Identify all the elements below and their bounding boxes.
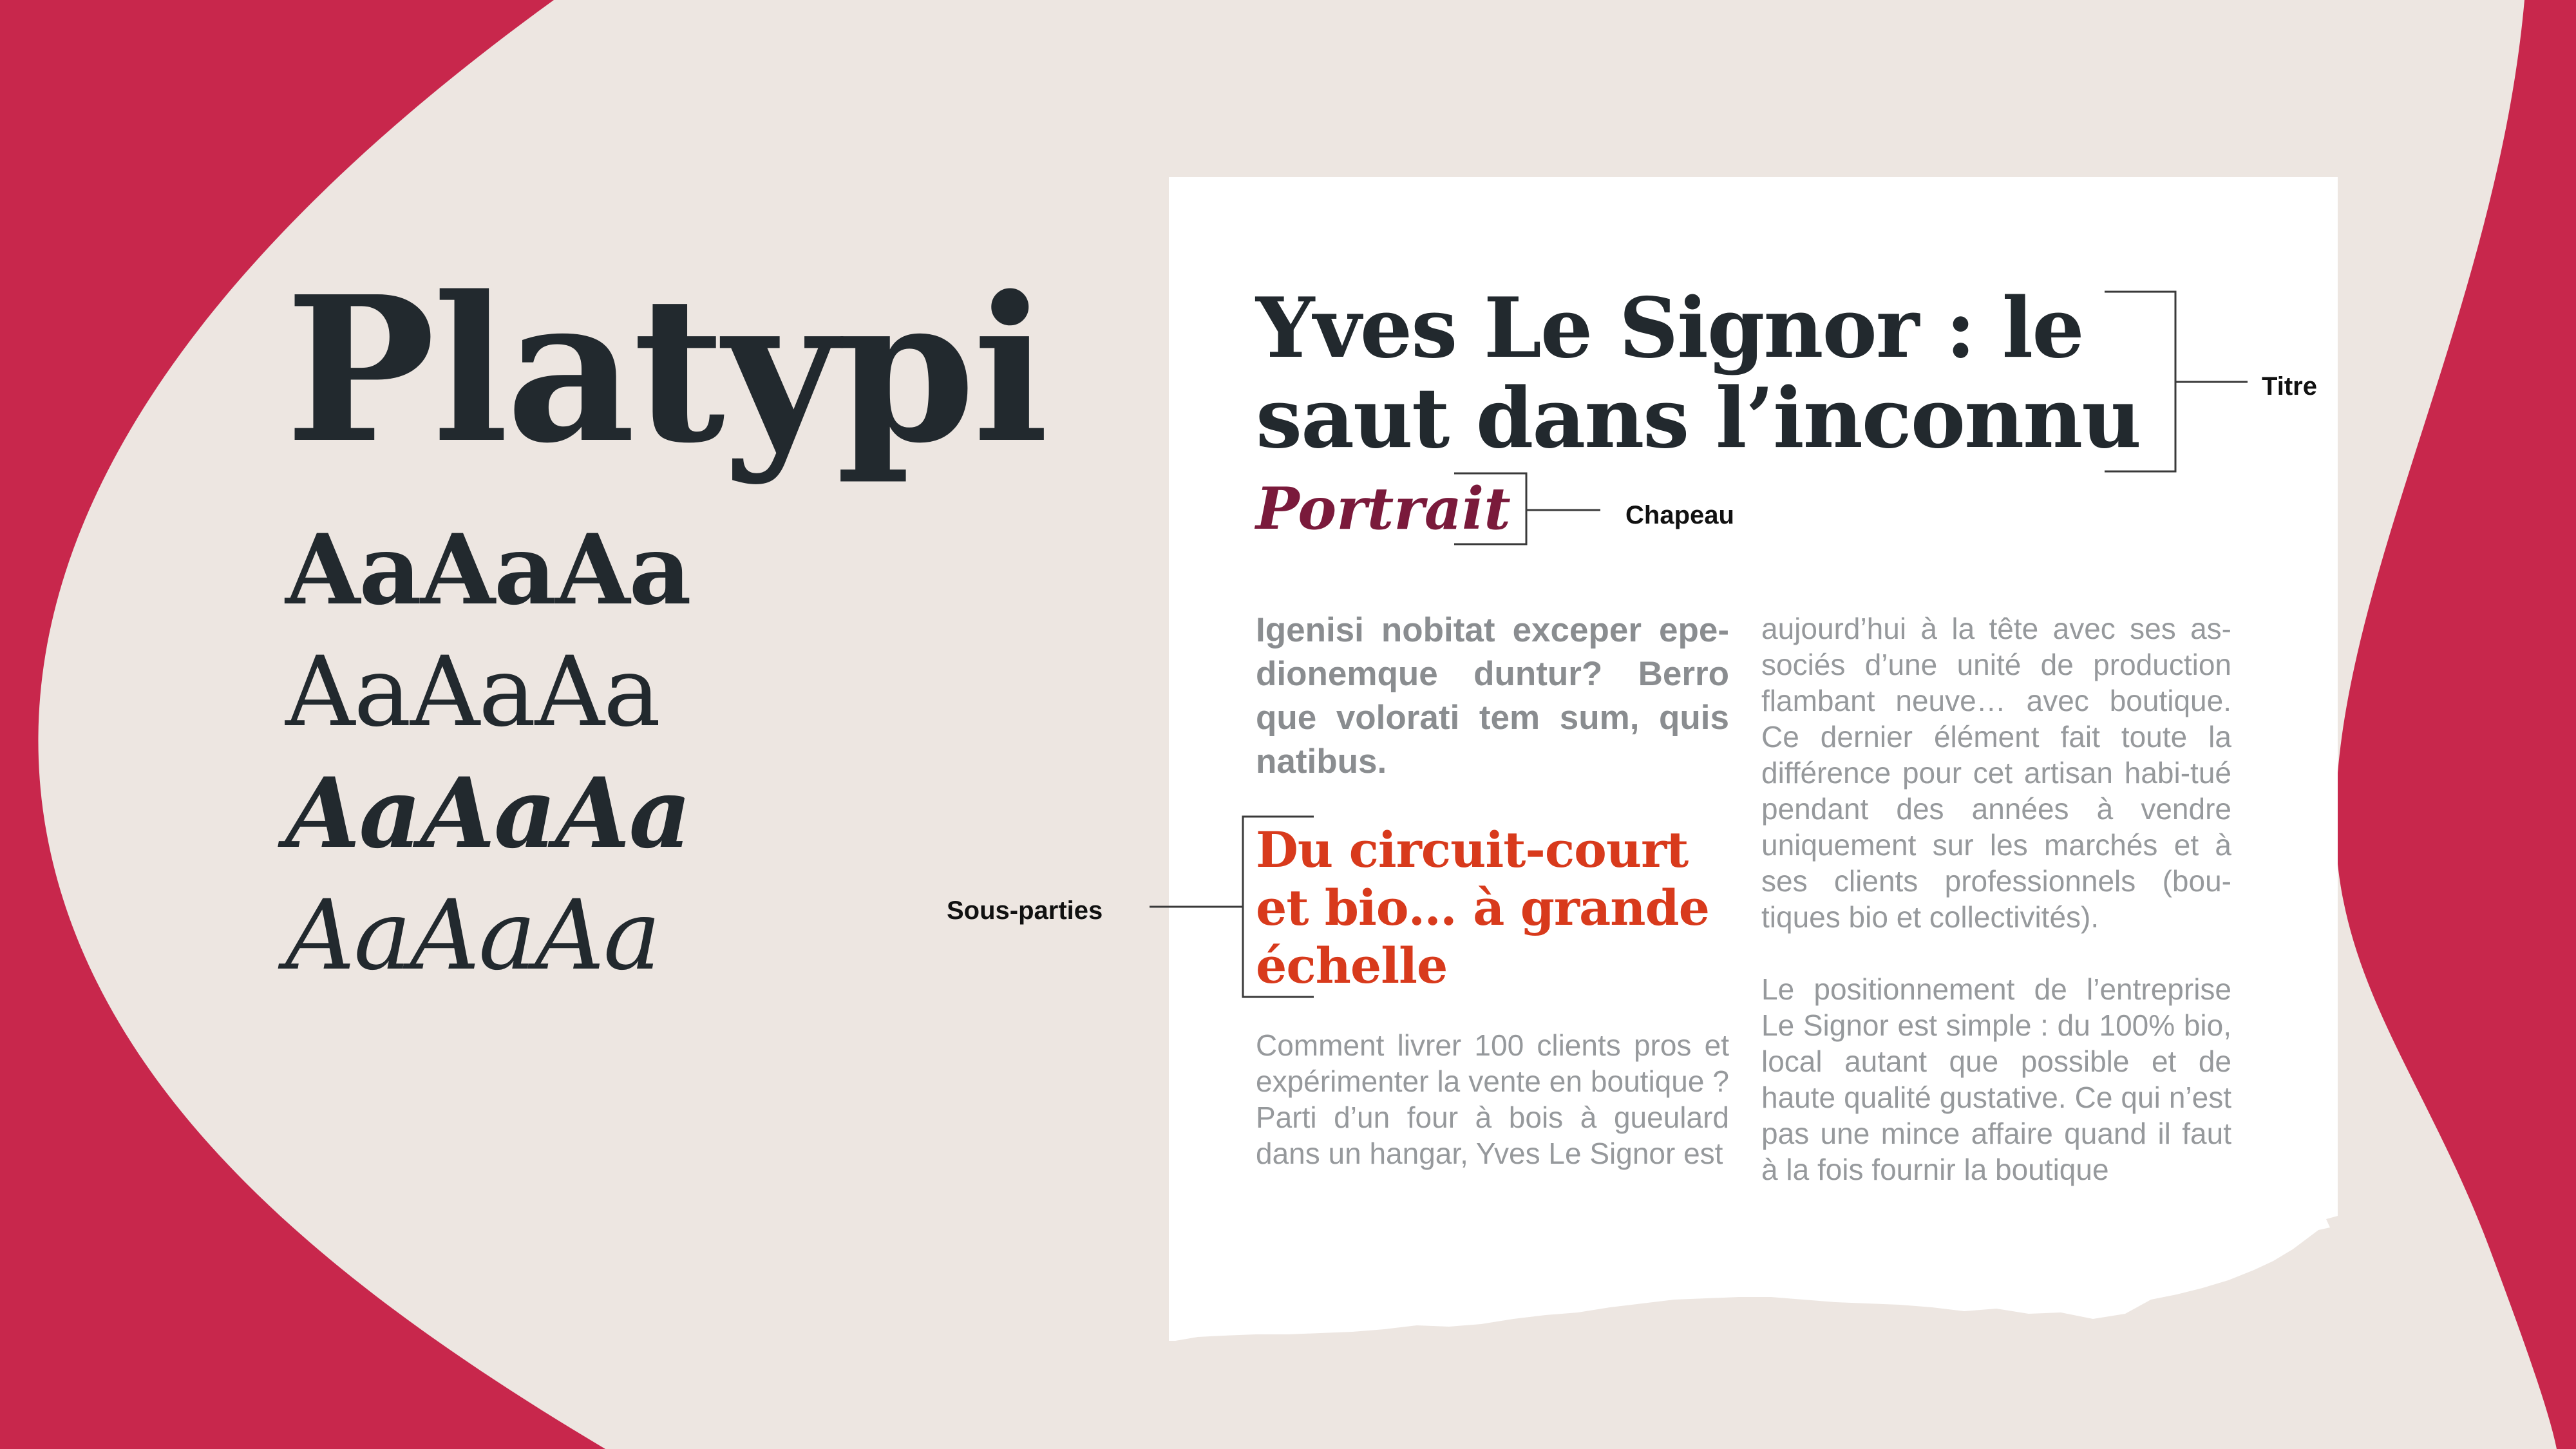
article-body-paragraph: Le positionnement de l’entreprise Le Signor est simple : du 100% bio, local autant que possible et de haute qualité gustative. Ce qui n’est pas une mince affaire quand il faut à la fois fournir la boutique xyxy=(1761,972,2231,1186)
article-title: Yves Le Signor : le saut dans l’inconnu xyxy=(1256,280,2141,467)
annotation-sous-parties: Sous-parties xyxy=(947,896,1103,925)
article-subheading: Du circuit-court et bio… à grande échelle xyxy=(1256,821,1709,994)
specimen-bold: AaAaAa xyxy=(285,513,690,627)
annotation-titre: Titre xyxy=(2262,372,2317,401)
annotation-chapeau: Chapeau xyxy=(1625,501,1734,529)
article-lead: Igenisi nobitat exceper epe-dionemque duntur? Berro que volorati tem sum, quis natibus. xyxy=(1256,611,1729,781)
article-body-paragraph: aujourd’hui à la tête avec ses as-sociés d’une unité de production flambant neuve… avec boutique. Ce dernier élément fait toute la différence pour cet artisan habi-tué pendant des années à vendre uniquement sur les marchés et à ses clients professionnels (bou-tiques bio et collectivités). xyxy=(1761,612,2231,934)
specimen-bold-italic: AaAaAa xyxy=(285,757,690,870)
article-body-right xyxy=(1761,611,2231,1224)
specimen-regular: AaAaAa xyxy=(285,636,660,748)
article-body-left: Comment livrer 100 clients pros et expérimenter la vente en boutique ? Parti d’un four à bois à gueulard dans un hangar, Yves Le Signor est xyxy=(1256,1028,1729,1170)
specimen-italic: AaAaAa xyxy=(285,880,660,992)
font-name-title: Platypi xyxy=(285,253,1046,488)
article-kicker: Portrait xyxy=(1256,475,1511,543)
